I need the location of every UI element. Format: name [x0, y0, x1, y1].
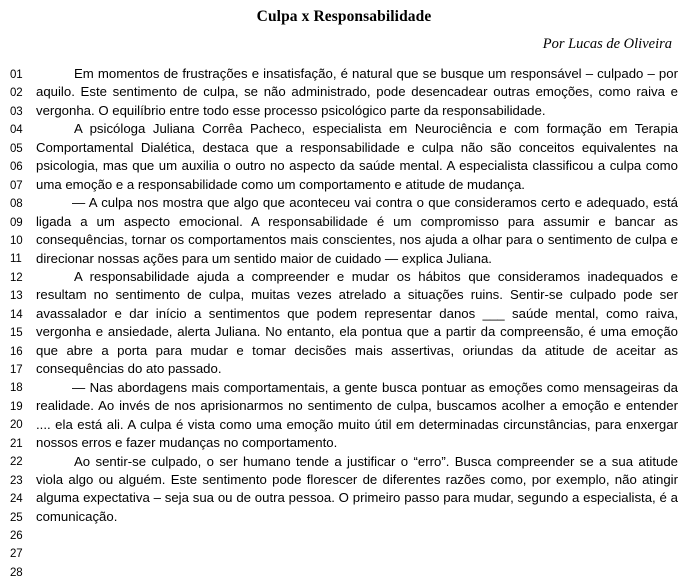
line-number: 24 — [10, 493, 23, 506]
line-number: 02 — [10, 87, 23, 100]
line-number: 10 — [10, 234, 23, 247]
line-number: 08 — [10, 198, 23, 211]
paragraph: — A culpa nos mostra que algo que aconteceu vai contra o que consideramos certo e adequado, está ligada a um aspecto emocional. A responsabilidade é um compromisso para assumir e bancar as consequências, tornar os comportamentos mais conscientes, nos ajuda a olhar para o sentimento de culpa e direcionar nossas ações para um sentido maior de cuidado — explica Juliana. — [36, 195, 678, 266]
article-text-column — [34, 65, 678, 526]
line-number: 17 — [10, 364, 23, 376]
line-number: 26 — [10, 529, 23, 542]
page-title: Culpa x Responsabilidade — [256, 8, 432, 25]
paragraph: A psicóloga Juliana Corrêa Pacheco, especialista em Neurociência e com formação em Terapia Comportamental Dialética, destaca que a responsabilidade e culpa não são conceitos equivalentes na psicologia, mas que um auxilia o outro no aspecto da saúde mental. A especialista classificou a culpa como uma emoção e a responsabilidade como um comportamento e atitude de mudança. — [36, 121, 678, 192]
line-number: 28 — [10, 566, 23, 579]
line-number: 22 — [10, 456, 23, 469]
paragraph: Ao sentir-se culpado, o ser humano tende a justificar o “erro”. Busca compreender se a sua atitude viola algo ou alguém. Este sentimento pode florescer de diferentes razões como, por exemplo, não atingir alguma expectativa – seja sua ou de outra pessoa. O primeiro passo para mudar, segundo a especialista, é a comunicação. — [36, 453, 678, 524]
paragraph: — Nas abordagens mais comportamentais, a gente busca pontuar as emoções como mensageiras da realidade. Ao invés de nos aprisionarmos no sentimento de culpa, buscamos acolher a emoção e entender .... ela está ali. A culpa é vista como uma emoção muito útil em determinadas circunstâncias, para enxergar nossos erros e fazer mudanças no comportamento. — [36, 379, 678, 451]
line-number: 20 — [10, 419, 23, 432]
paragraph: Em momentos de frustrações e insatisfação, é natural que se busque um responsável – culpado – por aquilo. Este sentimento de culpa, se não administrado, pode desencadear outras emoções, como raiva e vergonha. O equilíbrio entre todo esse processo psicológico parte da responsabilidade. — [36, 66, 678, 118]
line-number: 07 — [10, 179, 23, 192]
line-number: 23 — [10, 474, 23, 487]
line-number: 12 — [10, 271, 23, 284]
line-number: 06 — [10, 161, 23, 174]
line-number: 21 — [10, 437, 23, 450]
line-number: 09 — [10, 216, 23, 229]
line-number: 19 — [10, 400, 23, 413]
author-byline: Por Lucas de Oliveira — [542, 36, 672, 52]
line-number: 16 — [10, 345, 23, 358]
line-number: 11 — [10, 253, 22, 266]
document-body — [10, 65, 678, 582]
line-number: 14 — [10, 308, 23, 321]
paragraph: A responsabilidade ajuda a compreender e mudar os hábitos que consideramos inadequados e resultam no sentimento de culpa, muitas vezes atrelado a situações ruins. Sentir-se culpado pode ser avassalador e dar início a sentimentos que podem representar danos ___ saúde mental, como raiva, vergonha e ansiedade, alerta Juliana. No entanto, ela pontua que a partir da compreensão, é uma emoção que abre a porta para mudar e tomar decisões mais assertivas, oriundas da atitude de aceitar as consequências do ato passado. — [36, 268, 678, 377]
line-number: 05 — [10, 142, 23, 155]
line-number: 18 — [10, 382, 23, 395]
line-number: 04 — [10, 124, 23, 137]
line-number: 03 — [10, 105, 23, 118]
line-number: 15 — [10, 327, 23, 340]
line-number: 25 — [10, 511, 23, 524]
line-number: 13 — [10, 290, 23, 303]
line-number: 27 — [10, 548, 23, 561]
line-number-gutter — [10, 65, 34, 582]
line-number: 01 — [10, 69, 23, 81]
